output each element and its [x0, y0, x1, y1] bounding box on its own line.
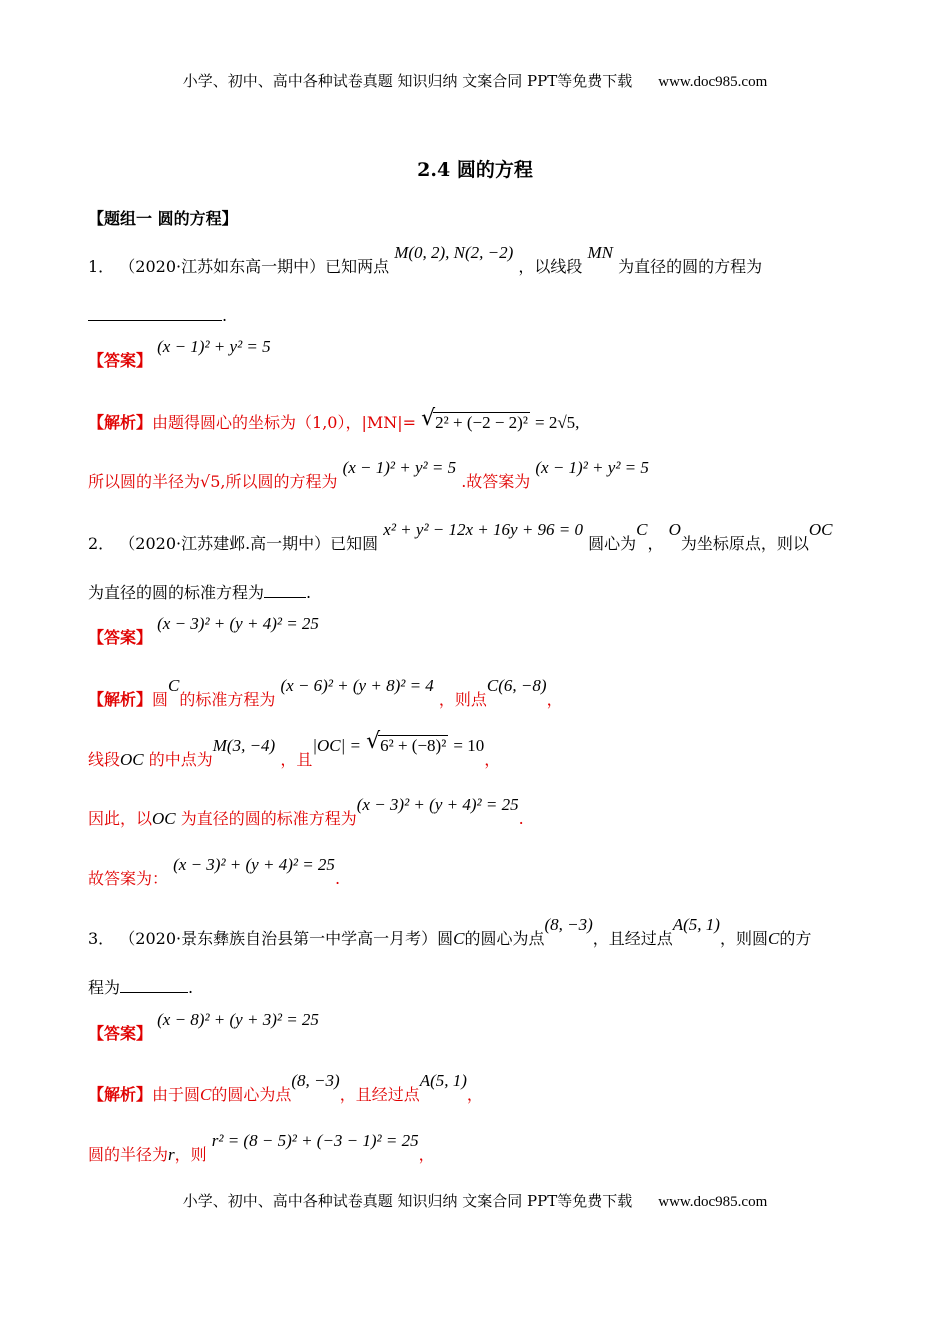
q2-analysis-3: [88, 795, 524, 831]
q2-a3-text-2: 为直径的圆的标准方程为: [180, 809, 357, 828]
q2-a3-end: .: [518, 809, 524, 828]
q2-comma: ，: [647, 534, 664, 553]
q2-a1-eq: (x − 6)² + (y + 8)² = 4: [280, 676, 434, 695]
q3-a1-text: 由于圆: [152, 1085, 201, 1104]
answer-label: 【答案】: [88, 351, 153, 370]
q2-number: 2．: [88, 534, 115, 553]
q2-answer: [88, 614, 319, 650]
q3-text-4: ，则圆: [719, 929, 768, 948]
q1-number: 1．: [88, 257, 115, 276]
q2-a4-end: .: [334, 869, 341, 888]
q3-a1-text-2: 的圆心为点: [211, 1085, 292, 1104]
q2-OC: OC: [808, 520, 833, 539]
q3-a2-end: ，: [418, 1145, 435, 1164]
q1-analysis-1: [88, 406, 580, 435]
q1-blank-line: [88, 304, 227, 328]
q2-a4-eq: (x − 3)² + (y + 4)² = 25: [173, 855, 335, 874]
page-footer: [0, 1190, 950, 1211]
q3-a1-C: C: [200, 1085, 212, 1104]
page-header: [0, 70, 950, 91]
q1-analysis-text: 由题得圆心的坐标为（1,0），|MN|=: [152, 413, 417, 432]
q3-period: .: [188, 978, 194, 997]
q1-answer: [88, 337, 271, 373]
q2-a2-point: M(3, −4): [212, 736, 276, 755]
q2-equation: x² + y² − 12x + 16y + 96 = 0: [383, 520, 584, 539]
q2-answer-blank[interactable]: [264, 583, 306, 598]
q2-a1-text-2: 的标准方程为: [179, 690, 276, 709]
q1-analysis-2: [88, 458, 649, 494]
q2-analysis-4: [88, 855, 341, 891]
q2-a1-C: C: [168, 676, 180, 695]
q1-text-end: 为直径的圆的方程为: [618, 257, 763, 276]
q3-number: 3．: [88, 929, 115, 948]
answer-label: 【答案】: [88, 1024, 153, 1043]
q2-answer-eq: (x − 3)² + (y + 4)² = 25: [157, 614, 319, 633]
q2-a2-text: 线段: [88, 750, 121, 769]
analysis-label: 【解析】: [88, 1085, 153, 1104]
q1-segment: MN: [587, 243, 614, 262]
q2-a2-end: ，: [484, 750, 501, 769]
q1-text: （2020·江苏如东高一期中）已知两点: [119, 257, 390, 276]
q3-a2-text: 圆的半径为: [88, 1145, 169, 1164]
q2-a1-text-3: ，则点: [438, 690, 487, 709]
q3-text-5: 的方: [779, 929, 812, 948]
q3-analysis-2: [88, 1131, 435, 1167]
q1-text-mid: ，以线段: [518, 257, 583, 276]
q1-radicand: 2² + (−2 − 2)²: [435, 413, 528, 432]
q1-points: M(0, 2), N(2, −2): [394, 243, 514, 262]
q1-result: = 2√5,: [535, 413, 580, 432]
q2-a1-end: ，: [546, 690, 563, 709]
footer-text: 小学、初中、高中各种试卷真题 知识归纳 文案合同 PPT等免费下载: [182, 1192, 633, 1210]
q3-answer-eq: (x − 8)² + (y + 3)² = 25: [157, 1010, 319, 1029]
q2-a2-result: = 10: [453, 736, 485, 755]
q3-C-2: C: [768, 929, 780, 948]
section-heading: 【题组一 圆的方程】: [88, 209, 238, 228]
q3-a1-text-3: ，且经过点: [339, 1085, 420, 1104]
q1-analysis-mid: .故答案为: [461, 472, 531, 491]
q1-analysis-eq-2: (x − 1)² + y² = 5: [535, 458, 649, 477]
q1-answer-blank[interactable]: [88, 306, 222, 321]
q2-a3-text: 因此，以: [88, 809, 153, 828]
q2-a2-abs: |OC| =: [312, 736, 362, 755]
q3-text-2: 的圆心为点: [464, 929, 545, 948]
q3-a1-point: A(5, 1): [419, 1071, 467, 1090]
q3-C: C: [453, 929, 465, 948]
q3-a2-text-2: ，则: [174, 1145, 207, 1164]
q3-a2-r: r: [168, 1145, 175, 1164]
header-text: 小学、初中、高中各种试卷真题 知识归纳 文案合同 PPT等免费下载: [182, 72, 633, 90]
q2-analysis-1: [88, 676, 563, 712]
q2-text-3: 为坐标原点，则以: [680, 534, 809, 553]
q2-a1-point: C(6, −8): [486, 676, 547, 695]
q3-a2-eq: r² = (8 − 5)² + (−3 − 1)² = 25: [211, 1131, 419, 1150]
footer-url[interactable]: www.doc985.com: [658, 1194, 768, 1210]
q2-text: （2020·江苏建邺.高一期中）已知圆: [119, 534, 379, 553]
q1-analysis-text-2: 所以圆的半径为√5,所以圆的方程为: [88, 472, 338, 491]
q3-line-2: [88, 976, 193, 1000]
q3-point: A(5, 1): [672, 915, 720, 934]
q2-C: C: [636, 520, 648, 539]
sqrt-sign-icon: √: [421, 406, 436, 431]
q1-analysis-eq: (x − 1)² + y² = 5: [342, 458, 457, 477]
q2-a2-text-2: 的中点为: [148, 750, 213, 769]
q3-a1-center: (8, −3): [291, 1071, 340, 1090]
q2-a1-text: 圆: [152, 690, 169, 709]
q1-period: .: [222, 306, 228, 325]
q3-text: （2020·景东彝族自治县第一中学高一月考）圆: [119, 929, 454, 948]
q2-a3-OC: OC: [152, 809, 176, 828]
q2-text-4: 为直径的圆的标准方程为: [88, 583, 265, 602]
question-2: [88, 520, 833, 556]
q3-answer: [88, 1010, 319, 1046]
q2-text-2: 圆心为: [588, 534, 637, 553]
answer-label: 【答案】: [88, 628, 153, 647]
page-title: 2.4 圆的方程: [417, 159, 533, 181]
question-3: [88, 915, 812, 951]
q2-O: O: [668, 520, 681, 539]
q1-sqrt: [421, 406, 530, 435]
analysis-label: 【解析】: [88, 413, 153, 432]
q1-answer-eq: (x − 1)² + y² = 5: [157, 337, 271, 356]
sqrt-sign-icon: √: [366, 729, 381, 754]
q2-period: .: [306, 583, 312, 602]
analysis-label: 【解析】: [88, 690, 153, 709]
q3-center: (8, −3): [544, 915, 593, 934]
q3-a1-end: ，: [466, 1085, 483, 1104]
q2-a3-eq: (x − 3)² + (y + 4)² = 25: [356, 795, 519, 814]
q2-a2-OC: OC: [120, 750, 144, 769]
q2-line-2: [88, 581, 311, 605]
q3-text-6: 程为: [88, 978, 121, 997]
q3-text-3: ，且经过点: [592, 929, 673, 948]
q2-radicand: 6² + (−8)²: [380, 736, 447, 755]
q3-analysis-1: [88, 1071, 483, 1107]
header-url[interactable]: www.doc985.com: [658, 74, 768, 90]
q2-sqrt: [366, 729, 448, 758]
q2-a2-text-3: ，且: [280, 750, 313, 769]
q2-analysis-2: [88, 729, 501, 772]
q2-a4-text: 故答案为：: [88, 869, 169, 888]
q3-answer-blank[interactable]: [120, 978, 188, 993]
question-1: [88, 243, 763, 279]
